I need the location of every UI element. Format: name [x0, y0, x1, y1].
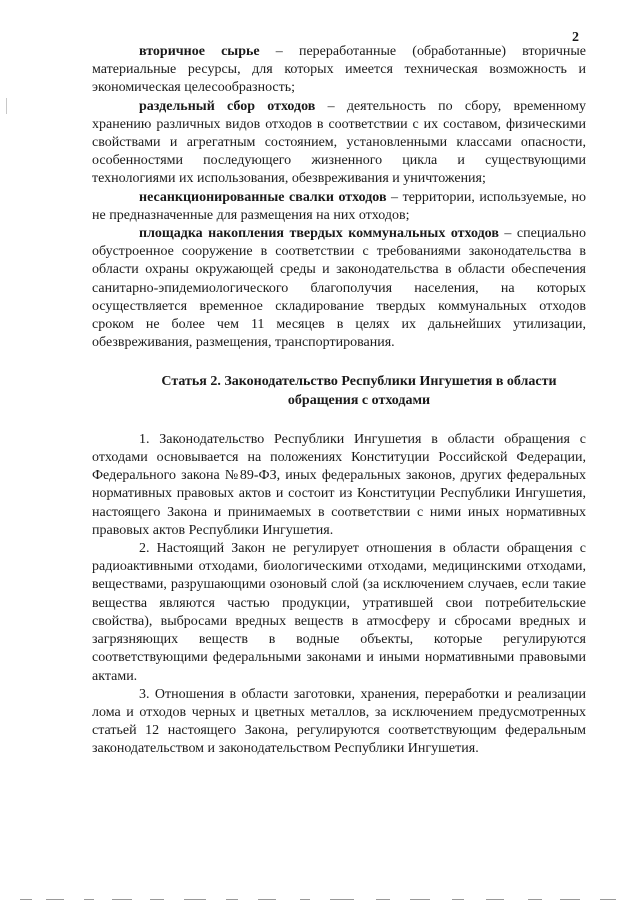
definition-text: – деятельность по сбору, временному хранению различных видов отходов в соответствии с их составом, физическими свойствами и агрегатным состоянием, установленными классами опасности, особенностями последующего жизненного цикла и существующими технологиями их использования, обезвреживания и уничтожения; — [92, 98, 586, 187]
definition-text: – переработанные (обработанные) вторичные материальные ресурсы, для которых имеется техническая возможность и экономическая целесообразность; — [92, 44, 586, 96]
article-title-line-2: обращения с отходами — [287, 392, 431, 408]
definition-text: – территории, используемые, но не предназначенные для размещения на них отходов; — [92, 189, 586, 223]
definition-term: раздельный сбор отходов — [139, 98, 316, 114]
definition-paragraph — [92, 189, 586, 225]
definition-paragraph — [92, 98, 586, 189]
scan-edge-mark — [6, 98, 7, 114]
definition-text: – специально обустроенное сооружение в соответствии с требованиями законодательства в области охраны окружающей среды и законодательства в области обеспечения санитарно-эпидемиологического благополучия населения, на которых осуществляется временное складирование твердых коммунальных отходов сроком не более чем 11 месяцев в целях их дальнейших утилизации, обезвреживания, размещения, транспортирования. — [92, 226, 587, 351]
definition-term: несанкционированные свалки отходов — [139, 189, 387, 205]
article-heading — [92, 373, 586, 409]
scan-artifacts — [0, 897, 640, 903]
document-body — [92, 43, 586, 759]
page-number: 2 — [572, 30, 579, 45]
definition-paragraph — [92, 43, 586, 98]
definition-paragraph — [92, 225, 586, 352]
article-paragraph: 2. Настоящий Закон не регулирует отношения в области обращения с радиоактивными отходами, биологическими отходами, медицинскими отходами, веществами, разрушающими озоновый слой (за исключением случаев, если такие вещества являются частью продукции, утратившей свои потребительские свойства), выбросами вредных веществ в атмосферу и сбросами вредных и загрязняющих веществ в водные объекты, которые регулируются соответствующими федеральными законами и иными нормативными правовыми актами. — [92, 541, 586, 684]
article-paragraph: 3. Отношения в области заготовки, хранения, переработки и реализации лома и отходов черных и цветных металлов, за исключением предусмотренных статьей 12 настоящего Закона, регулируются соответствующим федеральным законодательством и законодательством Республики Ингушетия. — [92, 686, 586, 757]
article-title-line-1: Статья 2. Законодательство Республики Ингушетия в области — [161, 374, 557, 390]
article-paragraph: 1. Законодательство Республики Ингушетия в области обращения с отходами основывается на положениях Конституции Российской Федерации, Федерального закона №89-ФЗ, иных федеральных законов, других федеральных нормативных правовых актов и состоит из Конституции Республики Ингушетия, настоящего Закона и принимаемых в соответствии с ними иных нормативных правовых актов Республики Ингушетия. — [92, 431, 586, 538]
definition-term: площадка накопления твердых коммунальных отходов — [139, 226, 499, 242]
definition-term: вторичное сырье — [139, 44, 260, 59]
